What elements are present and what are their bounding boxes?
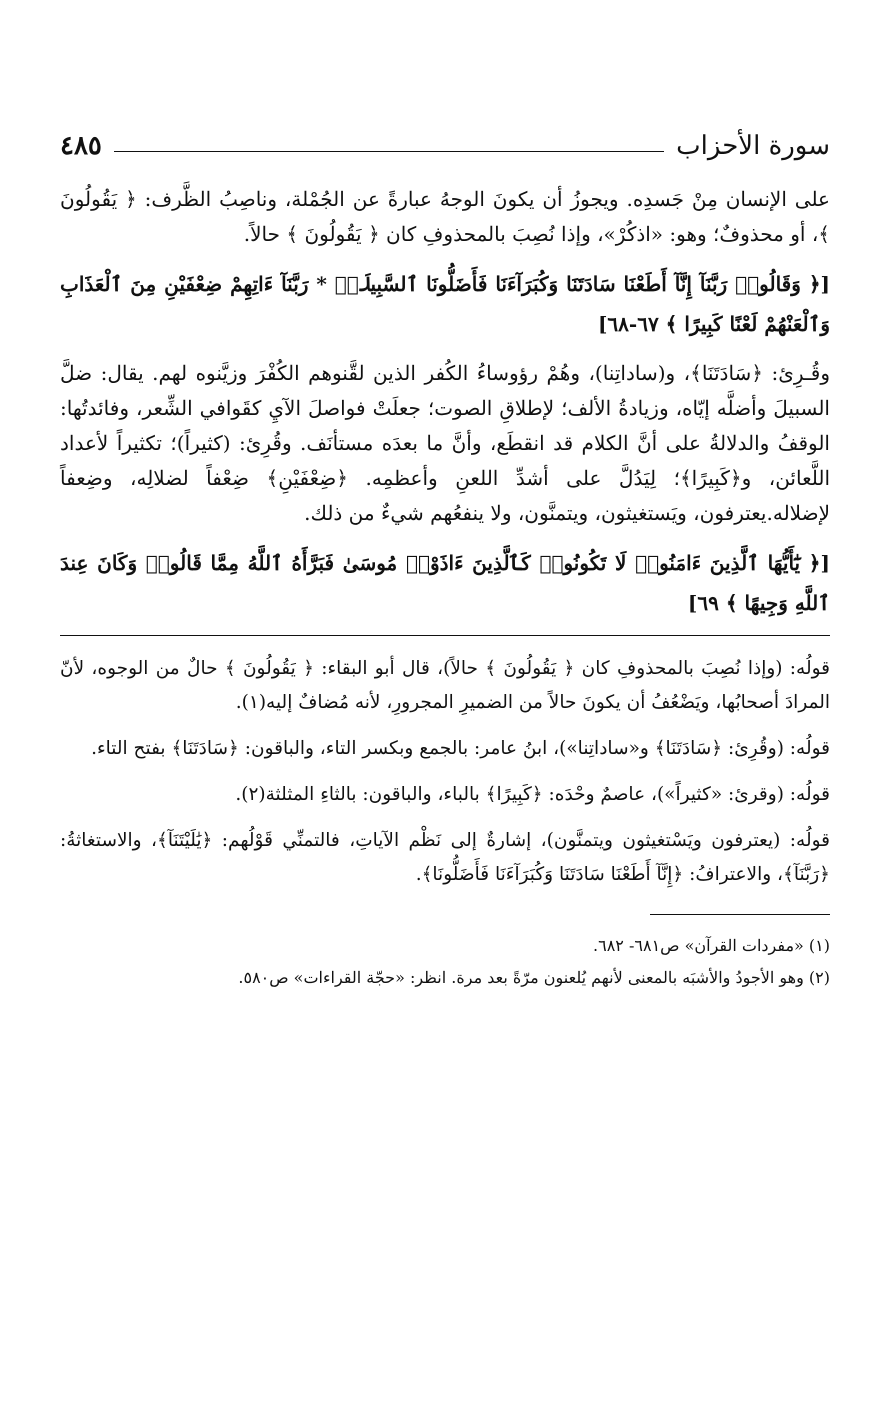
- main-paragraph-2: وقُـرِئ: ﴿سَادَتَنَا﴾، و(ساداتِنا)، وهُمْ رؤوساءُ الكُفر الذين لقَّنوهم الكُفْرَ وزيَّنوه لهم. يقال: ضلَّ السبيلَ وأضلَّه إيّاه، وزيادةُ الألف؛ لإطلاقِ الصوت؛ جعلَتْ فواصلَ الآيِ كقَوافي الشِّعر، وفائدتُها: الوقفُ والدلالةُ على أنَّ الكلام قد انقطَع، وأنَّ ما بعدَه مستأنَف. وقُرِئ: (كثيراً)؛ تكثيراً لأعداد اللَّعائن، و﴿كَبِيرًا﴾؛ لِيَدُلَّ على أشدِّ اللعنِ وأعظمِه. ﴿ضِعْفَيْنِ﴾ ضِعْفاً لضلالِه، وضِعفاً لإضلاله.يعترفون، ويَستغيثون، ويتمنَّون، ولا ينفعُهم شيءٌ من ذلك.: [60, 361, 830, 525]
- footnote-1: (١) «مفردات القرآن» ص٦٨١- ٦٨٢.: [593, 936, 830, 955]
- footnote-divider: [650, 914, 830, 915]
- page-header: [60, 118, 830, 174]
- main-paragraph-1: على الإنسان مِنْ جَسدِه. ويجوزُ أن يكونَ الوجهُ عبارةً عن الجُمْلة، وناصِبُ الظَّرف: ﴿ يَقُولُونَ ﴾، أو محذوفٌ؛ وهو: «اذكُرْ»، وإذا نُصِبَ بالمحذوفِ كان ﴿ يَقُولُونَ ﴾ حالاً.: [60, 187, 830, 246]
- footnotes-section: [60, 931, 830, 993]
- commentary-paragraph-1: قولُه: (وإذا نُصِبَ بالمحذوفِ كان ﴿ يَقُولُونَ ﴾ حالاً)، قال أبو البقاء: ﴿ يَقُولُونَ ﴾ حالٌ من الوجوه، لأنّ المرادَ أصحابُها، ويَضْعُفُ أن يكونَ حالاً من الضميرِ المجرورِ، لأنه مُضافٌ إليه(١).: [60, 658, 830, 713]
- page-number: ٤٨٥: [60, 131, 102, 161]
- commentary-paragraph-4: قولُه: (يعترفون ويَسْتغيثون ويتمنَّون)، إشارةٌ إلى نَظْم الآياتِ، فالتمنِّي قَوْلُهم: ﴿يَٰلَيْتَنَآ﴾، والاستغاثةُ: ﴿رَبَّنَآ﴾، والاعترافُ: ﴿إِنَّآ أَطَعْنَا سَادَتَنَا وَكُبَرَآءَنَا فَأَضَلُّونَا﴾.: [60, 830, 830, 885]
- document-page: [60, 118, 830, 995]
- quran-verse-69: [﴿ يَٰٓأَيُّهَا ٱلَّذِينَ ءَامَنُوا۟ لَا تَكُونُوا۟ كَٱلَّذِينَ ءَاذَوْا۟ مُوسَىٰ فَبَرَّأَهُ ٱللَّهُ مِمَّا قَالُوا۟ وَكَانَ عِندَ ٱللَّهِ وَجِيهًا ﴾ ٦٩]: [60, 551, 830, 615]
- footnote-2: (٢) وهو الأجودُ والأشبَه بالمعنى لأنهم يُلعنون مرّةً بعد مرة. انظر: «حجّة القراءات» ص٥٨٠.: [238, 968, 830, 987]
- commentary-section: [60, 652, 830, 892]
- main-text: [60, 182, 830, 623]
- commentary-paragraph-2: قولُه: (وقُرِئ: ﴿سَادَتَنَا﴾ و«ساداتِنا»)، ابنُ عامر: بالجمع وبكسر التاء، والباقون: ﴿سَادَتَنَا﴾ بفتح التاء.: [91, 738, 830, 759]
- commentary-paragraph-3: قولُه: (وقرئ: «كثيراً»)، عاصمٌ وحْدَه: ﴿كَبِيرًا﴾ بالباء، والباقون: بالثاءِ المثلثة(٢).: [235, 784, 830, 805]
- commentary-divider: [60, 635, 830, 636]
- header-rule: [114, 151, 664, 152]
- surah-title: سورة الأحزاب: [676, 131, 830, 161]
- quran-verse-67-68: [﴿ وَقَالُوا۟ رَبَّنَآ إِنَّآ أَطَعْنَا سَادَتَنَا وَكُبَرَآءَنَا فَأَضَلُّونَا ٱلسَّبِيلَا۠ * رَبَّنَآ ءَاتِهِمْ ضِعْفَيْنِ مِنَ ٱلْعَذَابِ وَٱلْعَنْهُمْ لَعْنًا كَبِيرًا ﴾ ٦٧-٦٨]: [60, 272, 830, 336]
